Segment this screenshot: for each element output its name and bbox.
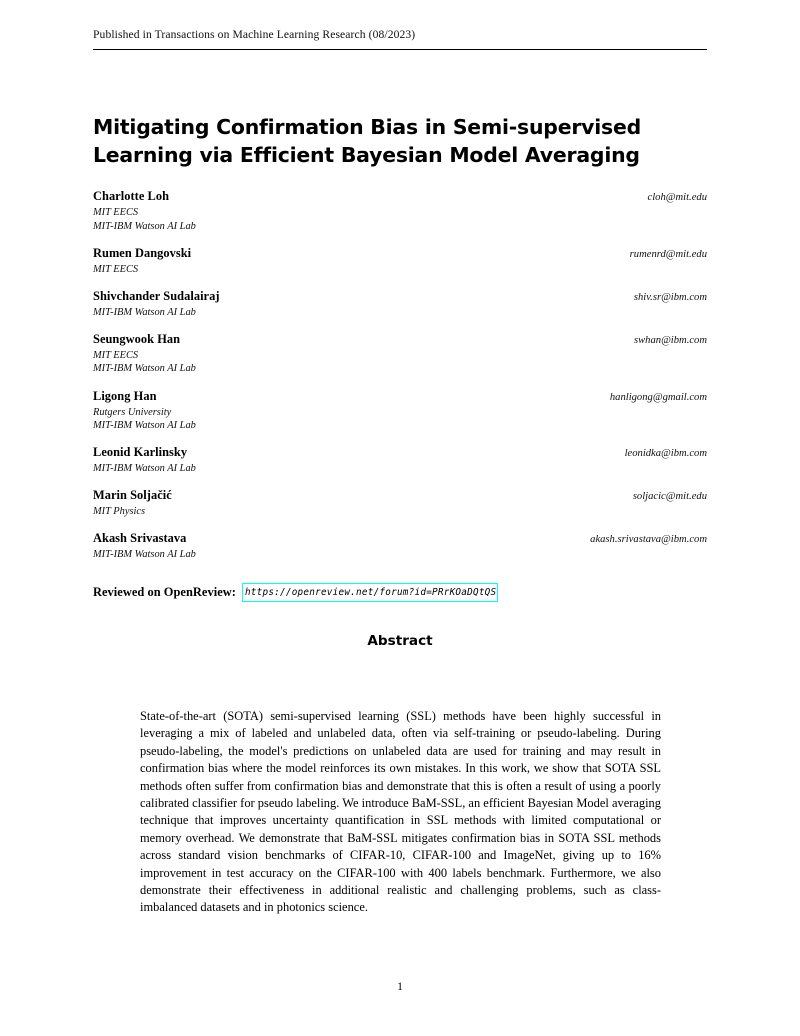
author-block [93, 245, 707, 277]
running-header: Published in Transactions on Machine Learning Research (08/2023) [93, 28, 416, 41]
author-header-row [93, 530, 707, 548]
author-name: Marin Soljačić [93, 488, 172, 503]
reviewed-label: Reviewed on OpenReview: [93, 585, 236, 599]
author-list [93, 188, 707, 574]
author-email[interactable]: rumenrd@mit.edu [629, 248, 707, 260]
author-email[interactable]: leonidka@ibm.com [624, 448, 707, 460]
author-affiliation: MIT-IBM Watson AI Lab [93, 463, 196, 475]
author-affiliation: Rutgers University [93, 406, 172, 418]
abstract-body: State-of-the-art (SOTA) semi-supervised learning (SSL) methods have been highly successful in leveraging a mix of labeled and unlabeled data, often via self-training or pseudo-labeling. During pseudo-labeling, the model's predictions on unlabeled data are used for training and may result in confirmation bias where the model reinforces its own mistakes. In this work, we show that SOTA SSL methods often suffer from confirmation bias and demonstrate that this is often a result of using a poorly calibrated classifier for pseudo labeling. We introduce BaM-SSL, an efficient Bayesian Model averaging technique that improves uncertainty quantification in SSL methods with limited computational or memory overhead. We demonstrate that BaM-SSL mitigates confirmation bias in SOTA SSL methods across standard vision benchmarks of CIFAR-10, CIFAR-100 and ImageNet, giving up to 16% improvement in test accuracy on the CIFAR-100 with 400 labels benchmark. Furthermore, we also demonstrate their effectiveness in additional realistic and challenging problems, such as class-imbalanced datasets and in photonics science. [140, 709, 661, 915]
author-email[interactable]: hanligong@gmail.com [609, 391, 707, 403]
author-email[interactable]: swhan@ibm.com [633, 334, 707, 346]
author-block [93, 188, 707, 233]
author-header-row [93, 245, 707, 263]
abstract-heading: Abstract [367, 633, 433, 649]
author-block [93, 331, 707, 376]
author-block [93, 530, 707, 562]
author-affiliation: MIT EECS [93, 263, 139, 275]
openreview-url[interactable]: https://openreview.net/forum?id=PRrKOaDQtQS [244, 587, 497, 599]
author-affiliation: MIT-IBM Watson AI Lab [93, 220, 196, 232]
author-header-row [93, 388, 707, 406]
author-block [93, 487, 707, 519]
author-name: Akash Srivastava [93, 531, 187, 546]
author-block [93, 444, 707, 476]
page-number: 1 [397, 980, 403, 993]
page-title: Mitigating Confirmation Bias in Semi-supervised Learning via Efficient Bayesian Model Averaging [93, 114, 642, 168]
author-name: Seungwook Han [93, 331, 181, 346]
author-block [93, 288, 707, 320]
header-rule [93, 49, 707, 50]
author-affiliation: MIT-IBM Watson AI Lab [93, 306, 196, 318]
author-email[interactable]: cloh@mit.edu [647, 192, 707, 203]
author-header-row [93, 288, 707, 306]
author-email[interactable]: shiv.sr@ibm.com [633, 291, 707, 303]
openreview-link-box[interactable] [242, 583, 498, 602]
author-name: Charlotte Loh [93, 189, 170, 203]
author-email[interactable]: soljacic@mit.edu [632, 491, 707, 503]
author-affiliation: MIT Physics [93, 506, 146, 518]
author-affiliation: MIT-IBM Watson AI Lab [93, 363, 196, 375]
author-header-row [93, 487, 707, 505]
author-header-row [93, 331, 707, 349]
author-affiliation: MIT EECS [93, 349, 139, 361]
author-name: Leonid Karlinsky [93, 445, 188, 460]
author-name: Rumen Dangovski [93, 245, 192, 260]
author-header-row [93, 444, 707, 462]
author-block [93, 388, 707, 433]
author-affiliation: MIT EECS [93, 207, 139, 218]
author-affiliation: MIT-IBM Watson AI Lab [93, 420, 196, 432]
author-name: Shivchander Sudalairaj [93, 288, 220, 303]
author-header-row [93, 188, 707, 206]
author-name: Ligong Han [93, 388, 157, 403]
author-affiliation: MIT-IBM Watson AI Lab [93, 549, 196, 561]
author-email[interactable]: akash.srivastava@ibm.com [590, 534, 707, 546]
reviewed-on-openreview [93, 583, 498, 602]
